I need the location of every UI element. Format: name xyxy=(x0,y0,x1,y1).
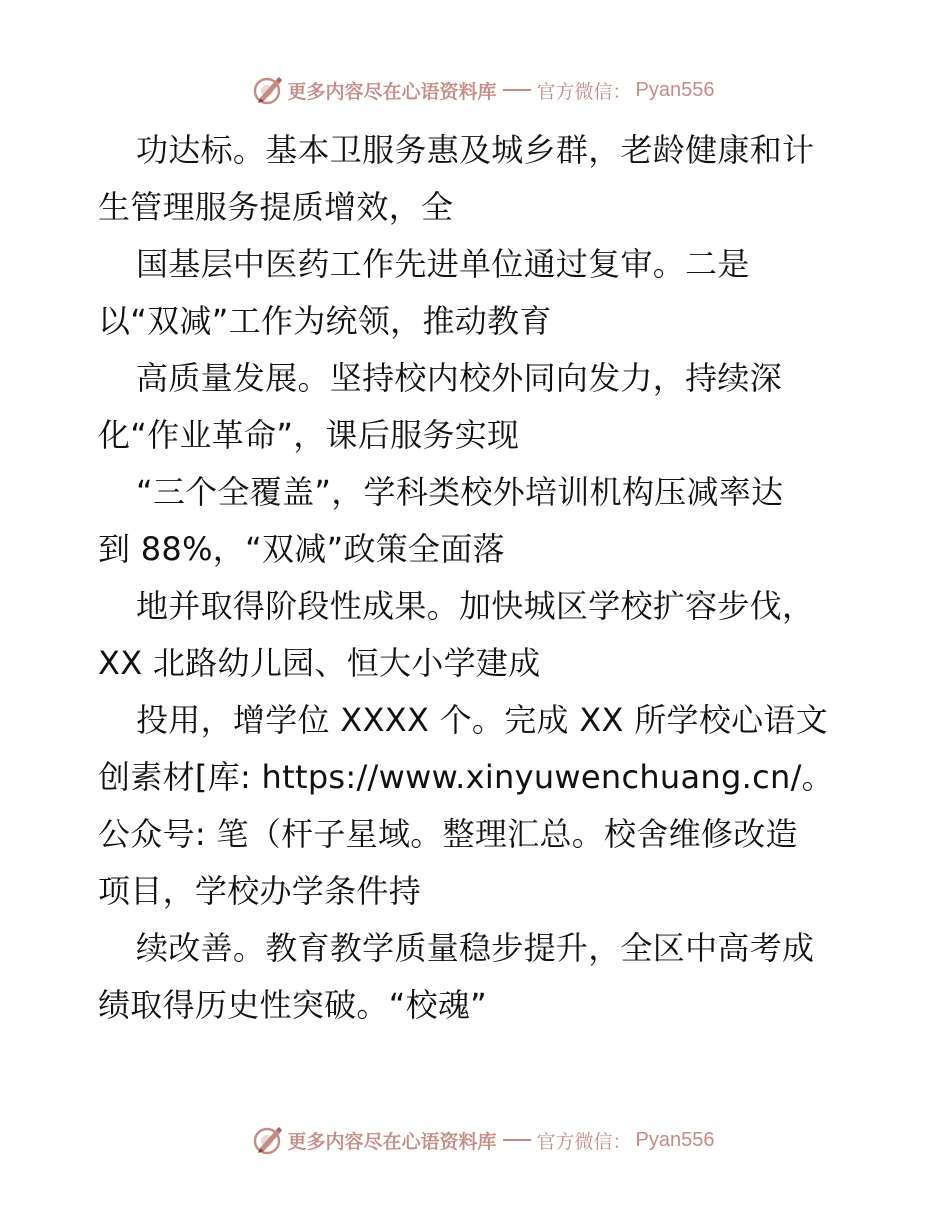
header-wechat-id: Pyan556 xyxy=(635,78,715,101)
footer-banner-text: 更多内容尽在心语资料库 xyxy=(287,1130,497,1153)
body-line: “三个全覆盖”，学科类校外培训机构压减率达 xyxy=(136,473,784,511)
body-line: XX 北路幼儿园、恒大小学建成 xyxy=(98,644,541,682)
body-line: 地并取得阶段性成果。加快城区学校扩容步伐， xyxy=(136,587,815,625)
pen-logo-icon xyxy=(252,74,284,106)
body-line: 化“作业革命”，课后服务实现 xyxy=(98,416,520,454)
body-line: 续改善。教育教学质量稳步提升，全区中高考成 xyxy=(136,929,815,967)
body-line: 绩取得历史性突破。“校魂” xyxy=(98,986,488,1024)
body-line: 生管理服务提质增效，全 xyxy=(98,188,454,226)
body-line: 到 88%，“双减”政策全面落 xyxy=(98,530,505,568)
header-banner xyxy=(0,72,950,108)
header-banner-content xyxy=(252,74,715,106)
body-line: 公众号: 笔（杆子星域。整理汇总。校舍维修改造 xyxy=(98,815,798,853)
document-body xyxy=(98,122,858,1034)
body-line: 项目，学校办学条件持 xyxy=(98,872,422,910)
pen-logo-icon xyxy=(252,1124,284,1156)
body-line: 国基层中医药工作先进单位通过复审。二是 xyxy=(136,245,750,283)
header-banner-text: 更多内容尽在心语资料库 xyxy=(287,80,497,103)
footer-banner-dash xyxy=(503,1139,531,1141)
header-wechat-label: 官方微信： xyxy=(536,80,632,103)
body-line: 功达标。基本卫服务惠及城乡群，老龄健康和计 xyxy=(136,131,815,169)
footer-wechat-id: Pyan556 xyxy=(635,1128,715,1151)
footer-wechat-label: 官方微信： xyxy=(536,1130,632,1153)
header-banner-dash xyxy=(503,89,531,91)
body-line: 以“双减”工作为统领，推动教育 xyxy=(98,302,552,340)
body-line: 高质量发展。坚持校内校外同向发力，持续深 xyxy=(136,359,783,397)
footer-banner xyxy=(0,1122,950,1158)
footer-banner-content xyxy=(252,1124,715,1156)
body-line: 创素材[库: https://www.xinyuwenchuang.cn/。 xyxy=(98,758,834,796)
body-line: 投用，增学位 XXXX 个。完成 XX 所学校心语文 xyxy=(136,701,829,739)
